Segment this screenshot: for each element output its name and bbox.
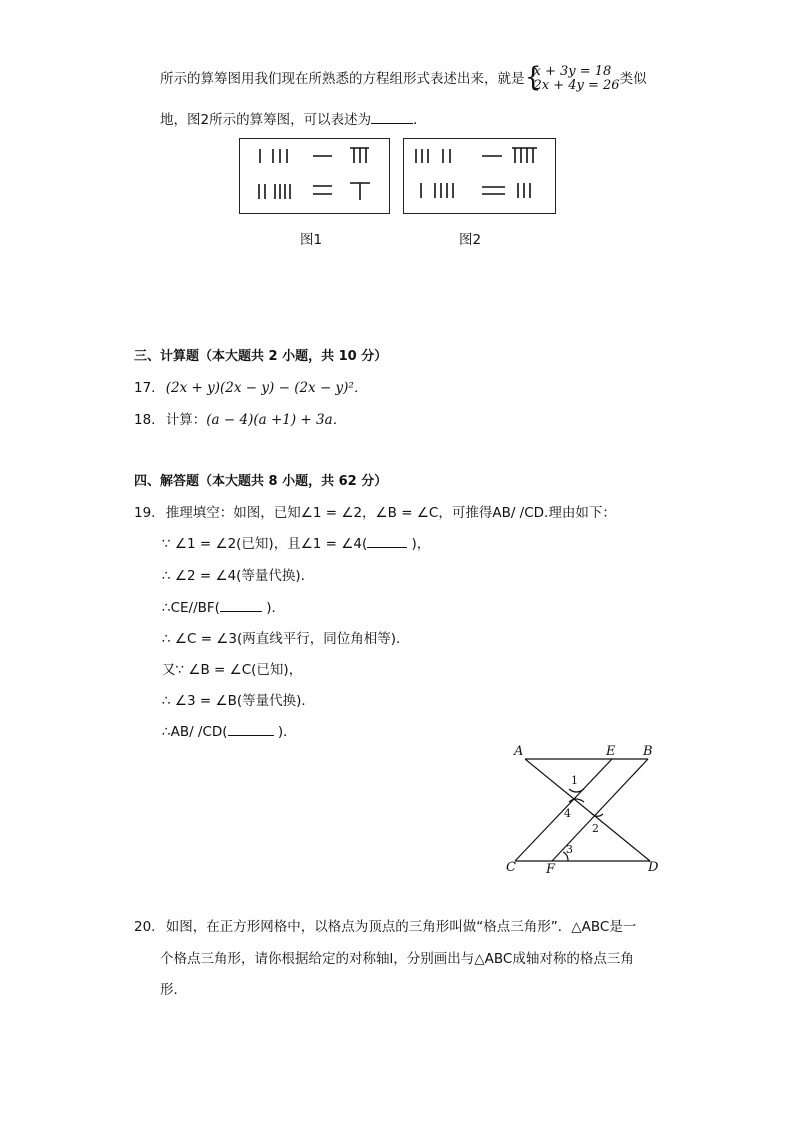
- q17: [134, 376, 367, 396]
- counting-rods-figure-1: [239, 138, 390, 214]
- q16-line2: [160, 108, 427, 128]
- step-3-close: )．: [261, 600, 285, 616]
- rods-fig2-svg: [404, 139, 555, 213]
- q19-step-4: ∴ ∠C = ∠3(两直线平行，同位角相等)．: [162, 631, 410, 647]
- section-4-heading: 四、解答题（本大题共 8 小题，共 62 分）: [134, 474, 388, 489]
- rods-fig1-svg: [240, 139, 389, 213]
- q18: [134, 408, 346, 428]
- q19-step-5: 又∵ ∠B = ∠C(已知)，: [162, 662, 303, 678]
- q19-step-7: [162, 720, 297, 740]
- section-3-heading: 三、计算题（本大题共 2 小题，共 10 分）: [134, 349, 388, 364]
- answer-blank[interactable]: [228, 723, 274, 736]
- q19-step-3: [162, 596, 285, 616]
- q18-label: 计算：: [165, 412, 207, 428]
- q19-step-6: ∴ ∠3 = ∠B(等量代换)．: [162, 693, 315, 709]
- label-D: D: [648, 860, 659, 875]
- brace-icon: {: [524, 62, 542, 93]
- equation-2: 2x + 4y = 26: [533, 78, 620, 93]
- fig1-caption: 图1: [300, 232, 323, 248]
- q17-number: 17.: [134, 380, 156, 396]
- equation-1: x + 3y = 18: [533, 64, 612, 79]
- q16-line2-prefix: 地，图2所示的算筹图，可以表述为: [160, 112, 372, 128]
- q19-intro: [134, 501, 616, 521]
- answer-blank[interactable]: [371, 111, 413, 124]
- step-7-text: ∴AB/ /CD(: [162, 724, 228, 740]
- label-angle-3: 3: [566, 843, 573, 856]
- q20-line-2: 个格点三角形，请你根据给定的对称轴l，分别画出与△ABC成轴对称的格点三角: [160, 951, 634, 967]
- label-C: C: [506, 860, 516, 875]
- q19-step-1: [162, 532, 430, 552]
- line-AD: [525, 759, 650, 861]
- step-7-close: )．: [273, 724, 297, 740]
- label-F: F: [546, 862, 556, 877]
- q20-line-3: 形．: [160, 982, 187, 998]
- answer-blank[interactable]: [367, 535, 407, 548]
- q20-line-1-text: 如图，在正方形网格中，以格点为顶点的三角形叫做“格点三角形”．△ABC是一: [165, 919, 637, 935]
- q16-line1-suffix: 类似: [619, 71, 647, 87]
- label-A: A: [514, 744, 524, 759]
- label-E: E: [606, 744, 616, 759]
- q16-line1-prefix: 所示的算筹图用我们现在所熟悉的方程组形式表述出来，就是: [160, 71, 525, 87]
- q16-line2-suffix: ．: [413, 112, 427, 128]
- q19-number: 19.: [134, 505, 156, 521]
- step-1-text: ∵ ∠1 = ∠2(已知)，且∠1 = ∠4(: [162, 536, 368, 552]
- label-angle-4: 4: [564, 807, 571, 820]
- counting-rods-figure-2: [403, 138, 556, 214]
- equation-system: [524, 62, 620, 93]
- label-angle-2: 2: [592, 822, 599, 835]
- q17-expression: (2x + y)(2x − y) − (2x − y)²．: [165, 380, 368, 396]
- step-1-close: )，: [407, 536, 431, 552]
- q18-number: 18.: [134, 412, 156, 428]
- fig2-caption: 图2: [459, 232, 482, 248]
- q20-line-1: [134, 915, 636, 935]
- label-B: B: [643, 744, 653, 759]
- q20-number: 20.: [134, 919, 156, 935]
- label-angle-1: 1: [571, 774, 578, 787]
- q19-step-2: ∴ ∠2 = ∠4(等量代换)．: [162, 568, 315, 584]
- q19-intro-text: 推理填空：如图，已知∠1 = ∠2，∠B = ∠C，可推得AB/ /CD.理由如下：: [165, 505, 616, 521]
- q16-line1: [160, 64, 647, 94]
- q19-geometry-figure: [500, 740, 670, 880]
- answer-blank[interactable]: [220, 599, 262, 612]
- step-3-text: ∴CE//BF(: [162, 600, 220, 616]
- q18-expression: (a − 4)(a +1) + 3a．: [206, 412, 347, 428]
